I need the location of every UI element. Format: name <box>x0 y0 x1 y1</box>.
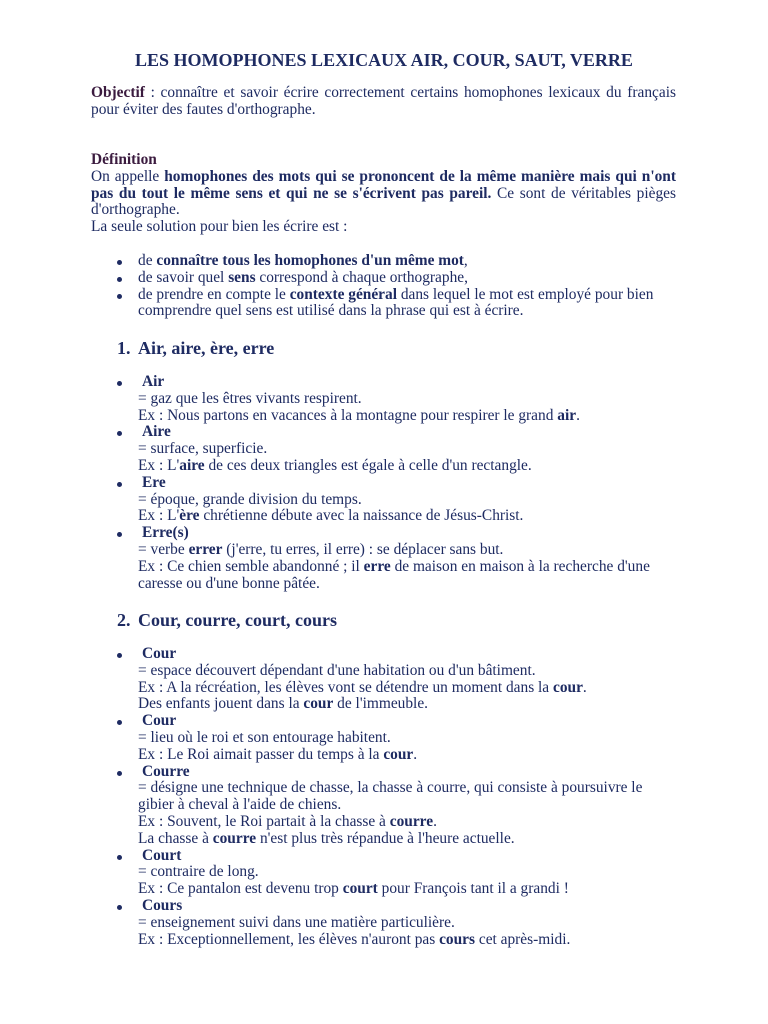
section-2-entries <box>138 646 676 948</box>
text-line <box>138 458 676 475</box>
text-segment: correspond à chaque orthographe, <box>255 268 468 286</box>
text-segment: pour François tant il a grandi ! <box>377 880 569 898</box>
text-line <box>138 915 676 932</box>
entry-item <box>138 374 676 424</box>
bullet-icon <box>117 532 122 537</box>
text-segment: (j'erre, tu erres, il erre) : se déplacer sans but. <box>222 540 504 558</box>
section-heading <box>117 609 337 631</box>
bullet-icon <box>117 771 122 776</box>
text-segment: de l'immeuble. <box>333 695 428 713</box>
entry-item <box>138 475 676 525</box>
list-item <box>138 253 676 270</box>
text-segment: chrétienne débute avec la naissance de Jésus-Christ. <box>199 507 524 525</box>
text-segment: dans lequel le mot est employé pour bien <box>396 285 654 303</box>
page-title: LES HOMOPHONES LEXICAUX AIR, COUR, SAUT, VERRE <box>135 50 633 70</box>
text-line <box>91 219 676 236</box>
text-line <box>91 152 676 169</box>
bold-term: ère <box>179 507 200 525</box>
text-line <box>138 764 676 781</box>
entry-item <box>138 764 676 848</box>
list-item <box>138 270 676 287</box>
text-segment: de savoir quel <box>138 268 229 286</box>
text-segment: = époque, grande division du temps. <box>138 490 362 508</box>
text-segment: Ce sont de véritables pièges <box>491 184 676 202</box>
entry-word: Cour <box>142 645 177 662</box>
entry-item <box>138 898 676 948</box>
bullet-icon <box>117 653 122 658</box>
text-line <box>91 186 676 203</box>
entry-item <box>138 848 676 898</box>
text-line <box>138 898 676 915</box>
text-line <box>138 713 676 730</box>
text-segment: Ex : Nous partons en vacances à la montagne pour respirer le grand <box>138 406 558 424</box>
text-segment: = gaz que les êtres vivants respirent. <box>138 389 362 407</box>
text-segment: Ex : Exceptionnellement, les élèves n'auront pas <box>138 930 440 948</box>
text-line <box>138 646 676 663</box>
text-line <box>138 374 676 391</box>
text-line <box>138 932 676 949</box>
text-segment: Ex : Ce pantalon est devenu trop <box>138 880 343 898</box>
entry-word: Aire <box>142 423 171 441</box>
entry-word: Cour <box>142 712 177 730</box>
text-line <box>138 864 676 881</box>
text-line <box>138 525 676 542</box>
text-line <box>138 424 676 441</box>
text-segment: La seule solution pour bien les écrire est : <box>91 218 348 236</box>
text-line <box>138 441 676 458</box>
text-line <box>138 576 676 593</box>
bold-term: pas du tout le même sens et qui ne se s'écrivent pas pareil. <box>91 184 492 202</box>
text-segment: La chasse à <box>138 829 213 847</box>
bold-term: court <box>342 880 378 898</box>
text-line <box>138 797 676 814</box>
text-line <box>138 848 676 865</box>
text-line <box>138 730 676 747</box>
section-number: 1. <box>117 338 131 358</box>
entry-word: Court <box>142 846 182 864</box>
text-segment: Ex : L' <box>138 456 180 474</box>
text-line <box>138 408 676 425</box>
section-title: Air, aire, ère, erre <box>138 338 275 358</box>
text-segment: de prendre en compte le <box>138 285 290 303</box>
text-segment: n'est plus très répandue à l'heure actuelle. <box>256 829 515 847</box>
bullet-icon <box>117 431 122 436</box>
text-line <box>91 169 676 186</box>
entry-item <box>138 646 676 713</box>
text-line <box>138 542 676 559</box>
section-number: 2. <box>117 610 131 630</box>
bold-term: air <box>557 406 577 424</box>
bold-term: cour <box>553 678 583 696</box>
bullet-icon <box>117 482 122 487</box>
entry-word: Erre(s) <box>142 524 189 542</box>
definition-paragraph <box>91 152 676 236</box>
objective-text: : connaître et savoir écrire correctement certains homophones lexicaux du français <box>144 84 676 101</box>
text-line <box>138 747 676 764</box>
text-segment: Ex : Ce chien semble abandonné ; il <box>138 557 364 575</box>
text-segment: , <box>463 252 468 269</box>
bold-term: homophones des mots qui se prononcent de la même manière mais qui n'ont <box>164 167 676 185</box>
objective-text: pour éviter des fautes d'orthographe. <box>91 100 316 118</box>
text-line <box>91 202 676 219</box>
bold-term: errer <box>188 540 223 558</box>
text-line <box>138 559 676 576</box>
text-line <box>91 102 676 119</box>
bullet-icon <box>117 277 122 282</box>
text-line <box>138 696 676 713</box>
objective-label: Objectif <box>91 84 145 101</box>
entry-item <box>138 424 676 474</box>
bold-term: cour <box>383 745 414 763</box>
bullet-icon <box>117 260 122 265</box>
text-line <box>138 780 676 797</box>
text-segment: comprendre quel sens est utilisé dans la phrase qui est à écrire. <box>138 302 524 320</box>
text-line <box>138 508 676 525</box>
text-line <box>138 253 676 270</box>
bullet-icon <box>117 855 122 860</box>
entry-word: Air <box>142 373 165 390</box>
text-segment: Ex : L' <box>138 507 180 525</box>
text-segment: d'orthographe. <box>91 201 180 219</box>
text-segment: cet après-midi. <box>475 930 571 948</box>
text-line <box>138 287 676 304</box>
bold-term: cours <box>439 930 476 948</box>
text-line <box>138 680 676 697</box>
bullet-icon <box>117 720 122 725</box>
text-segment: de <box>138 252 157 269</box>
bullet-icon <box>117 294 122 299</box>
entry-word: Ere <box>142 473 166 491</box>
bold-term: sens <box>228 268 256 286</box>
text-line <box>138 475 676 492</box>
text-segment: . <box>576 406 580 424</box>
text-segment: Ex : A la récréation, les élèves vont se détendre un moment dans la <box>138 678 553 696</box>
text-line <box>138 831 676 848</box>
bold-term: courre <box>389 812 434 830</box>
text-segment: de maison en maison à la recherche d'une <box>390 557 650 575</box>
text-segment: = lieu où le roi et son entourage habitent. <box>138 728 391 746</box>
text-segment: . <box>582 678 587 696</box>
text-line <box>91 85 676 102</box>
text-line <box>138 881 676 898</box>
text-segment: On appelle <box>91 167 165 185</box>
text-segment: Ex : Souvent, le Roi partait à la chasse à <box>138 812 390 830</box>
text-segment: . <box>413 745 418 763</box>
entry-item <box>138 713 676 763</box>
text-segment: gibier à cheval à l'aide de chiens. <box>138 796 342 814</box>
bold-term: contexte général <box>289 285 397 303</box>
text-segment: = verbe <box>138 540 189 558</box>
bullet-icon <box>117 905 122 910</box>
bold-term: erre <box>363 557 391 575</box>
text-line <box>138 663 676 680</box>
text-segment: = espace découvert dépendant d'une habitation ou d'un bâtiment. <box>138 661 536 679</box>
entry-word: Courre <box>142 762 190 780</box>
text-segment: = désigne une technique de chasse, la chasse à courre, qui consiste à poursuivre le <box>138 779 643 797</box>
objective-paragraph <box>91 85 676 119</box>
bold-term: aire <box>179 456 205 474</box>
text-segment: Des enfants jouent dans la <box>138 695 304 713</box>
bullet-icon <box>117 381 122 386</box>
section-1-entries <box>138 374 676 592</box>
list-item <box>138 287 676 321</box>
text-segment: = contraire de long. <box>138 863 259 881</box>
text-segment: de ces deux triangles est égale à celle d'un rectangle. <box>204 456 532 474</box>
bold-term: cour <box>303 695 334 713</box>
text-segment: caresse ou d'une bonne pâtée. <box>138 574 320 592</box>
text-line <box>138 270 676 287</box>
section-heading <box>117 337 274 359</box>
definition-label: Définition <box>91 151 157 168</box>
bold-term: courre <box>212 829 257 847</box>
text-segment: . <box>433 812 437 830</box>
text-line <box>138 391 676 408</box>
text-line <box>138 303 676 320</box>
entry-item <box>138 525 676 592</box>
rules-list <box>138 253 676 320</box>
section-title: Cour, courre, court, cours <box>138 610 337 630</box>
entry-word: Cours <box>142 896 183 914</box>
text-line <box>138 814 676 831</box>
text-segment: Ex : Le Roi aimait passer du temps à la <box>138 745 384 763</box>
bold-term: connaître tous les homophones d'un même mot <box>156 252 464 269</box>
text-segment: = enseignement suivi dans une matière particulière. <box>138 913 455 931</box>
text-line <box>138 492 676 509</box>
text-segment: = surface, superficie. <box>138 440 268 458</box>
